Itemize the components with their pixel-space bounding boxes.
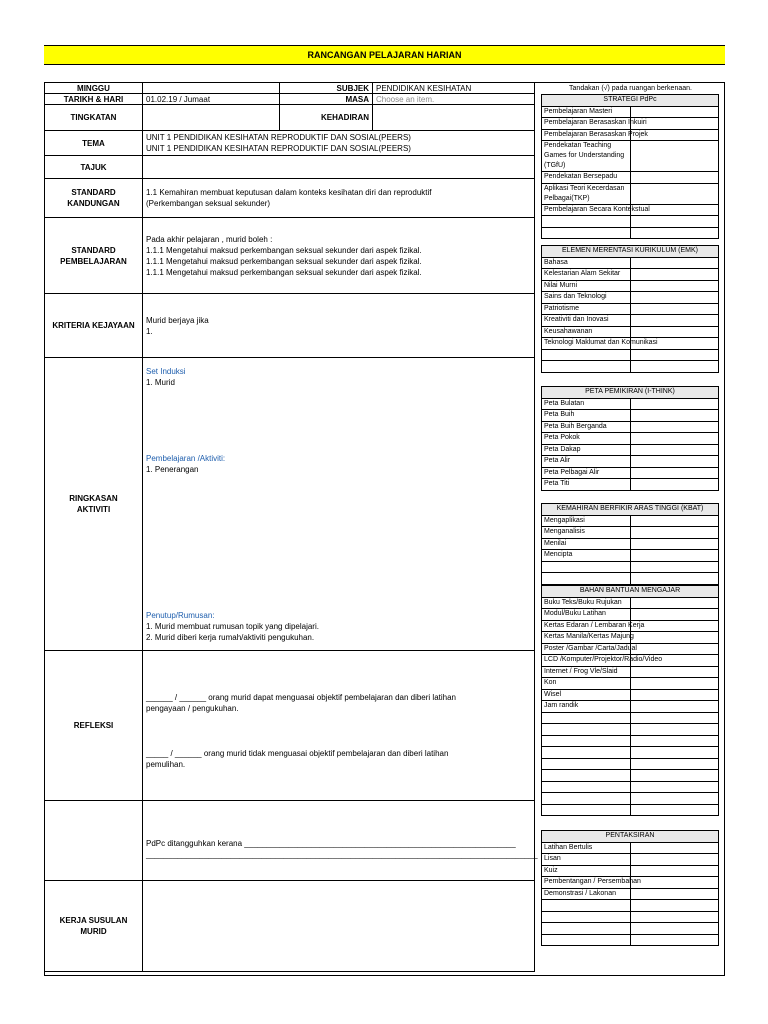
- strategi-item-label: [542, 227, 631, 239]
- refleksi-label-continuation: [45, 801, 143, 881]
- bbm-item-label: Modul/Buku Latihan: [542, 609, 631, 621]
- bbm-checkbox[interactable]: [630, 666, 719, 678]
- bbm-checkbox[interactable]: [630, 609, 719, 621]
- set-induksi-heading: Set Induksi: [146, 366, 186, 376]
- tingkatan-label: TINGKATAN: [45, 105, 143, 131]
- kbat-checkbox[interactable]: [630, 538, 719, 550]
- pentaksiran-row: [542, 888, 719, 900]
- ithink-row: [542, 410, 719, 422]
- bbm-checkbox[interactable]: [630, 770, 719, 782]
- refleksi-text: pengayaan / pengukuhan.: [146, 703, 239, 713]
- strategi-checkbox[interactable]: [630, 216, 719, 228]
- emk-checkbox[interactable]: [630, 361, 719, 373]
- emk-item-label: Kreativiti dan Inovasi: [542, 315, 631, 327]
- sk-line: 1.1 Kemahiran membuat keputusan dalam konteks kesihatan diri dan reproduktif: [146, 188, 432, 197]
- pentaksiran-checkbox[interactable]: [630, 877, 719, 889]
- refleksi-field[interactable]: [143, 651, 535, 801]
- emk-row: [542, 315, 719, 327]
- bbm-row: [542, 747, 719, 759]
- bbm-item-label: [542, 724, 631, 736]
- kerja-susulan-label: KERJA SUSULAN MURID: [45, 881, 143, 972]
- bbm-checkbox[interactable]: [630, 712, 719, 724]
- bbm-item-label: Buku Teks/Buku Rujukan: [542, 597, 631, 609]
- kehadiran-field[interactable]: [373, 105, 535, 131]
- pentaksiran-item-label: Pembentangan / Persembahan: [542, 877, 631, 889]
- ithink-row: [542, 433, 719, 445]
- ithink-row: [542, 444, 719, 456]
- strategi-row: [542, 118, 719, 130]
- emk-checkbox[interactable]: [630, 280, 719, 292]
- ringkasan-aktiviti-field[interactable]: [143, 358, 535, 651]
- emk-header: ELEMEN MERENTASI KURIKULUM (EMK): [542, 246, 719, 258]
- ithink-item-label: Peta Dakap: [542, 444, 631, 456]
- bbm-item-label: [542, 747, 631, 759]
- minggu-field[interactable]: [143, 83, 280, 94]
- kbat-table: [541, 503, 719, 585]
- pentaksiran-row: [542, 911, 719, 923]
- kbat-checkbox[interactable]: [630, 515, 719, 527]
- tingkatan-field[interactable]: [143, 105, 280, 131]
- strategi-pdpc-table: [541, 94, 719, 239]
- penutup-heading: Penutup/Rumusan:: [146, 610, 215, 620]
- kk-line: Murid berjaya jika: [146, 315, 209, 325]
- row-tajuk: [45, 156, 535, 179]
- ithink-checkbox[interactable]: [630, 433, 719, 445]
- bbm-row: [542, 678, 719, 690]
- bbm-row: [542, 597, 719, 609]
- bbm-item-label: Kon: [542, 678, 631, 690]
- bbm-row: [542, 793, 719, 805]
- bbm-item-label: LCD /Komputer/Projektor/Radio/Video: [542, 655, 631, 667]
- emk-item-label: Kelestarian Alam Sekitar: [542, 269, 631, 281]
- bbm-row: [542, 804, 719, 816]
- set-induksi-item: 1. Murid: [146, 377, 175, 387]
- strategi-row: [542, 216, 719, 228]
- strategi-checkbox[interactable]: [630, 183, 719, 204]
- bbm-checkbox[interactable]: [630, 632, 719, 644]
- ithink-item-label: Peta Buih Berganda: [542, 421, 631, 433]
- masa-label: MASA: [280, 94, 373, 105]
- standard-kandungan-field[interactable]: [143, 179, 535, 218]
- sp-line: Pada akhir pelajaran , murid boleh :: [146, 234, 273, 244]
- pembelajaran-heading: Pembelajaran /Aktiviti:: [146, 453, 226, 463]
- pentaksiran-table: [541, 830, 719, 946]
- pentaksiran-item-label: [542, 911, 631, 923]
- pentaksiran-item-label: Kuiz: [542, 865, 631, 877]
- kbat-checkbox[interactable]: [630, 573, 719, 585]
- pentaksiran-item-label: Lisan: [542, 854, 631, 866]
- standard-pembelajaran-field[interactable]: [143, 218, 535, 294]
- bbm-row: [542, 609, 719, 621]
- pentaksiran-checkbox[interactable]: [630, 865, 719, 877]
- ithink-checkbox[interactable]: [630, 456, 719, 468]
- kbat-item-label: Mencipta: [542, 550, 631, 562]
- bbm-item-label: [542, 781, 631, 793]
- bbm-table: [541, 585, 719, 816]
- pentaksiran-item-label: [542, 923, 631, 935]
- kbat-checkbox[interactable]: [630, 527, 719, 539]
- ithink-checkbox[interactable]: [630, 479, 719, 491]
- emk-checkbox[interactable]: [630, 315, 719, 327]
- bbm-row: [542, 712, 719, 724]
- sp-line: 1.1.1 Mengetahui maksud perkembangan seksual sekunder dari aspek fizikal.: [146, 256, 422, 266]
- bbm-checkbox[interactable]: [630, 758, 719, 770]
- pentaksiran-checkbox[interactable]: [630, 842, 719, 854]
- tajuk-label: TAJUK: [45, 156, 143, 179]
- penutup-item: 1. Murid membuat rumusan topik yang dipelajari.: [146, 621, 319, 631]
- strategi-item-label: Pembelajaran Berasaskan Projek: [542, 129, 631, 141]
- emk-item-label: Sains dan Teknologi: [542, 292, 631, 304]
- row-kriteria-kejayaan: [45, 294, 535, 358]
- kbat-row: [542, 527, 719, 539]
- pentaksiran-row: [542, 854, 719, 866]
- strategi-item-label: Pembelajaran Berasaskan Inkuiri: [542, 118, 631, 130]
- bbm-item-label: [542, 735, 631, 747]
- bbm-row: [542, 689, 719, 701]
- ithink-item-label: Peta Bulatan: [542, 398, 631, 410]
- ithink-checkbox[interactable]: [630, 421, 719, 433]
- tajuk-field[interactable]: [143, 156, 535, 179]
- ithink-item-label: Peta Titi: [542, 479, 631, 491]
- bbm-row: [542, 666, 719, 678]
- kriteria-kejayaan-field[interactable]: [143, 294, 535, 358]
- pentaksiran-item-label: Demonstrasi / Lakonan: [542, 888, 631, 900]
- bbm-item-label: Wisel: [542, 689, 631, 701]
- bbm-item-label: [542, 770, 631, 782]
- pentaksiran-item-label: [542, 900, 631, 912]
- kbat-item-label: Menilai: [542, 538, 631, 550]
- strategi-row: [542, 204, 719, 216]
- kbat-item-label: Menganalisis: [542, 527, 631, 539]
- ithink-item-label: Peta Buih: [542, 410, 631, 422]
- kbat-row: [542, 573, 719, 585]
- pentaksiran-row: [542, 865, 719, 877]
- ithink-row: [542, 398, 719, 410]
- strategi-checkbox[interactable]: [630, 227, 719, 239]
- emk-row: [542, 269, 719, 281]
- kbat-item-label: Mengaplikasi: [542, 515, 631, 527]
- bbm-row: [542, 655, 719, 667]
- ithink-checkbox[interactable]: [630, 398, 719, 410]
- masa-dropdown[interactable]: Choose an item.: [373, 94, 535, 105]
- row-pdpc-ditangguhkan: [45, 801, 535, 881]
- subjek-label: SUBJEK: [280, 83, 373, 94]
- bbm-row: [542, 724, 719, 736]
- strategi-row: [542, 129, 719, 141]
- ithink-checkbox[interactable]: [630, 410, 719, 422]
- kbat-row: [542, 538, 719, 550]
- emk-row: [542, 280, 719, 292]
- emk-row: [542, 292, 719, 304]
- emk-item-label: Teknologi Maklumat dan Komunikasi: [542, 338, 631, 350]
- strategi-row: [542, 106, 719, 118]
- row-refleksi: [45, 651, 535, 801]
- emk-checkbox[interactable]: [630, 269, 719, 281]
- bbm-item-label: [542, 804, 631, 816]
- strategi-item-label: Pembelajaran Masteri: [542, 106, 631, 118]
- bbm-checkbox[interactable]: [630, 747, 719, 759]
- bbm-row: [542, 781, 719, 793]
- strategi-item-label: [542, 216, 631, 228]
- pentaksiran-item-label: [542, 934, 631, 946]
- row-tingkatan: [45, 105, 535, 131]
- sp-line: 1.1.1 Mengetahui maksud perkembangan seksual sekunder dari aspek fizikal.: [146, 267, 422, 277]
- bbm-row: [542, 643, 719, 655]
- standard-kandungan-label: STANDARD KANDUNGAN: [45, 179, 143, 218]
- bbm-checkbox[interactable]: [630, 643, 719, 655]
- lesson-plan-table: [44, 82, 538, 972]
- standard-pembelajaran-label: STANDARD PEMBELAJARAN: [45, 218, 143, 294]
- kbat-item-label: [542, 573, 631, 585]
- kbat-checkbox[interactable]: [630, 561, 719, 573]
- refleksi-label: REFLEKSI: [45, 651, 143, 801]
- ithink-table: [541, 386, 719, 491]
- bbm-header: BAHAN BANTUAN MENGAJAR: [542, 586, 719, 598]
- ringkasan-aktiviti-label: RINGKASAN AKTIVITI: [45, 358, 143, 651]
- emk-item-label: Patriotisme: [542, 303, 631, 315]
- strategi-checkbox[interactable]: [630, 141, 719, 172]
- bbm-item-label: [542, 793, 631, 805]
- bbm-checkbox[interactable]: [630, 701, 719, 713]
- bbm-row: [542, 735, 719, 747]
- row-standard-pembelajaran: [45, 218, 535, 294]
- tema-line: UNIT 1 PENDIDIKAN KESIHATAN REPRODUKTIF DAN SOSIAL(PEERS): [146, 144, 411, 153]
- kbat-header: KEMAHIRAN BERFIKIR ARAS TINGGI (KBAT): [542, 504, 719, 516]
- bbm-row: [542, 758, 719, 770]
- subjek-field[interactable]: PENDIDIKAN KESIHATAN: [373, 83, 535, 94]
- kk-line: 1.: [146, 326, 153, 336]
- refleksi-text: pemulihan.: [146, 759, 186, 769]
- ithink-item-label: Peta Pokok: [542, 433, 631, 445]
- emk-item-label: [542, 349, 631, 361]
- pdpc-ditangguhkan-field[interactable]: [143, 801, 538, 881]
- row-kerja-susulan: [45, 881, 535, 972]
- pdpc-line: PdPc ditangguhkan kerana _____________________________________________________________: [146, 838, 516, 848]
- bbm-row: [542, 701, 719, 713]
- pentaksiran-row: [542, 877, 719, 889]
- bbm-item-label: Kertas Edaran / Lembaran Kerja: [542, 620, 631, 632]
- strategi-item-label: Pendekatan Teaching Games for Understanding (TGfU): [542, 141, 631, 172]
- ithink-row: [542, 479, 719, 491]
- row-standard-kandungan: [45, 179, 535, 218]
- ithink-row: [542, 456, 719, 468]
- pentaksiran-row: [542, 842, 719, 854]
- row-ringkasan-aktiviti: [45, 358, 535, 651]
- bbm-item-label: Jam randik: [542, 701, 631, 713]
- ithink-item-label: Peta Alir: [542, 456, 631, 468]
- bbm-checkbox[interactable]: [630, 678, 719, 690]
- bbm-item-label: Poster /Gambar /Carta/Jadual: [542, 643, 631, 655]
- bbm-item-label: Kertas Manila/Kertas Majung: [542, 632, 631, 644]
- bbm-row: [542, 620, 719, 632]
- tarikh-field[interactable]: 01.02.19 / Jumaat: [143, 94, 280, 105]
- emk-row: [542, 303, 719, 315]
- pentaksiran-item-label: Latihan Bertulis: [542, 842, 631, 854]
- bbm-row: [542, 770, 719, 782]
- emk-checkbox[interactable]: [630, 349, 719, 361]
- pentaksiran-row: [542, 900, 719, 912]
- strategi-item-label: Pembelajaran Secara Kontekstual: [542, 204, 631, 216]
- pentaksiran-checkbox[interactable]: [630, 911, 719, 923]
- pentaksiran-checkbox[interactable]: [630, 888, 719, 900]
- bbm-row: [542, 632, 719, 644]
- row-minggu: [45, 83, 535, 94]
- emk-row: [542, 338, 719, 350]
- emk-row: [542, 257, 719, 269]
- refleksi-text: _____ / ______ orang murid tidak menguasai objektif pembelajaran dan diberi latihan: [146, 748, 449, 758]
- strategi-checkbox[interactable]: [630, 106, 719, 118]
- bbm-item-label: Internet / Frog Vle/Slaid: [542, 666, 631, 678]
- kbat-checkbox[interactable]: [630, 550, 719, 562]
- row-tema: [45, 131, 535, 156]
- bbm-checkbox[interactable]: [630, 724, 719, 736]
- bbm-checkbox[interactable]: [630, 793, 719, 805]
- kbat-item-label: [542, 561, 631, 573]
- ithink-row: [542, 467, 719, 479]
- sp-line: 1.1.1 Mengetahui maksud perkembangan seksual sekunder dari aspek fizikal.: [146, 245, 422, 255]
- minggu-label: MINGGU: [45, 83, 143, 94]
- pentaksiran-row: [542, 923, 719, 935]
- bbm-item-label: [542, 712, 631, 724]
- ithink-header: PETA PEMIKIRAN (I-THINK): [542, 387, 719, 399]
- ithink-checkbox[interactable]: [630, 444, 719, 456]
- strategi-header: STRATEGI PdPc: [542, 95, 719, 107]
- bbm-checkbox[interactable]: [630, 804, 719, 816]
- strategi-item-label: Aplikasi Teori Kecerdasan Pelbagai(TKP): [542, 183, 631, 204]
- pdpc-line: ________________________________________________________________________________________: [146, 849, 538, 859]
- kehadiran-label: KEHADIRAN: [280, 105, 373, 131]
- bbm-item-label: [542, 758, 631, 770]
- penutup-item: 2. Murid diberi kerja rumah/aktiviti pengukuhan.: [146, 632, 315, 642]
- emk-row: [542, 361, 719, 373]
- emk-item-label: Keusahawanan: [542, 326, 631, 338]
- kriteria-kejayaan-label: KRITERIA KEJAYAAN: [45, 294, 143, 358]
- emk-checkbox[interactable]: [630, 326, 719, 338]
- pentaksiran-header: PENTAKSIRAN: [542, 831, 719, 843]
- pembelajaran-item: 1. Penerangan: [146, 464, 199, 474]
- strategi-row: [542, 183, 719, 204]
- emk-checkbox[interactable]: [630, 303, 719, 315]
- bbm-checkbox[interactable]: [630, 735, 719, 747]
- pentaksiran-row: [542, 934, 719, 946]
- row-tarikh: [45, 94, 535, 105]
- pentaksiran-checkbox[interactable]: [630, 854, 719, 866]
- strategi-checkbox[interactable]: [630, 172, 719, 184]
- ithink-item-label: Peta Pelbagai Alir: [542, 467, 631, 479]
- tema-field[interactable]: [143, 131, 535, 156]
- page-title: RANCANGAN PELAJARAN HARIAN: [44, 45, 725, 65]
- kbat-row: [542, 561, 719, 573]
- pentaksiran-checkbox[interactable]: [630, 923, 719, 935]
- strategi-item-label: Pendekatan Bersepadu: [542, 172, 631, 184]
- ithink-row: [542, 421, 719, 433]
- strategi-row: [542, 227, 719, 239]
- ithink-checkbox[interactable]: [630, 467, 719, 479]
- kbat-row: [542, 550, 719, 562]
- kerja-susulan-field[interactable]: [143, 881, 535, 972]
- tema-line: UNIT 1 PENDIDIKAN KESIHATAN REPRODUKTIF DAN SOSIAL(PEERS): [146, 133, 411, 142]
- strategi-row: [542, 141, 719, 172]
- emk-checkbox[interactable]: [630, 292, 719, 304]
- emk-checkbox[interactable]: [630, 257, 719, 269]
- emk-table: [541, 245, 719, 373]
- strategi-row: [542, 172, 719, 184]
- emk-item-label: Nilai Murni: [542, 280, 631, 292]
- pentaksiran-checkbox[interactable]: [630, 934, 719, 946]
- sk-line: (Perkembangan seksual sekunder): [146, 199, 271, 208]
- emk-row: [542, 349, 719, 361]
- checklist-instruction: Tandakan (√) pada ruangan berkenaan.: [569, 85, 692, 92]
- tarikh-label: TARIKH & HARI: [45, 94, 143, 105]
- bbm-checkbox[interactable]: [630, 689, 719, 701]
- emk-item-label: [542, 361, 631, 373]
- refleksi-text: ______ / ______ orang murid dapat menguasai objektif pembelajaran dan diberi latihan: [146, 692, 456, 702]
- emk-item-label: Bahasa: [542, 257, 631, 269]
- tema-label: TEMA: [45, 131, 143, 156]
- emk-row: [542, 326, 719, 338]
- bbm-checkbox[interactable]: [630, 597, 719, 609]
- bbm-checkbox[interactable]: [630, 781, 719, 793]
- kbat-row: [542, 515, 719, 527]
- pentaksiran-checkbox[interactable]: [630, 900, 719, 912]
